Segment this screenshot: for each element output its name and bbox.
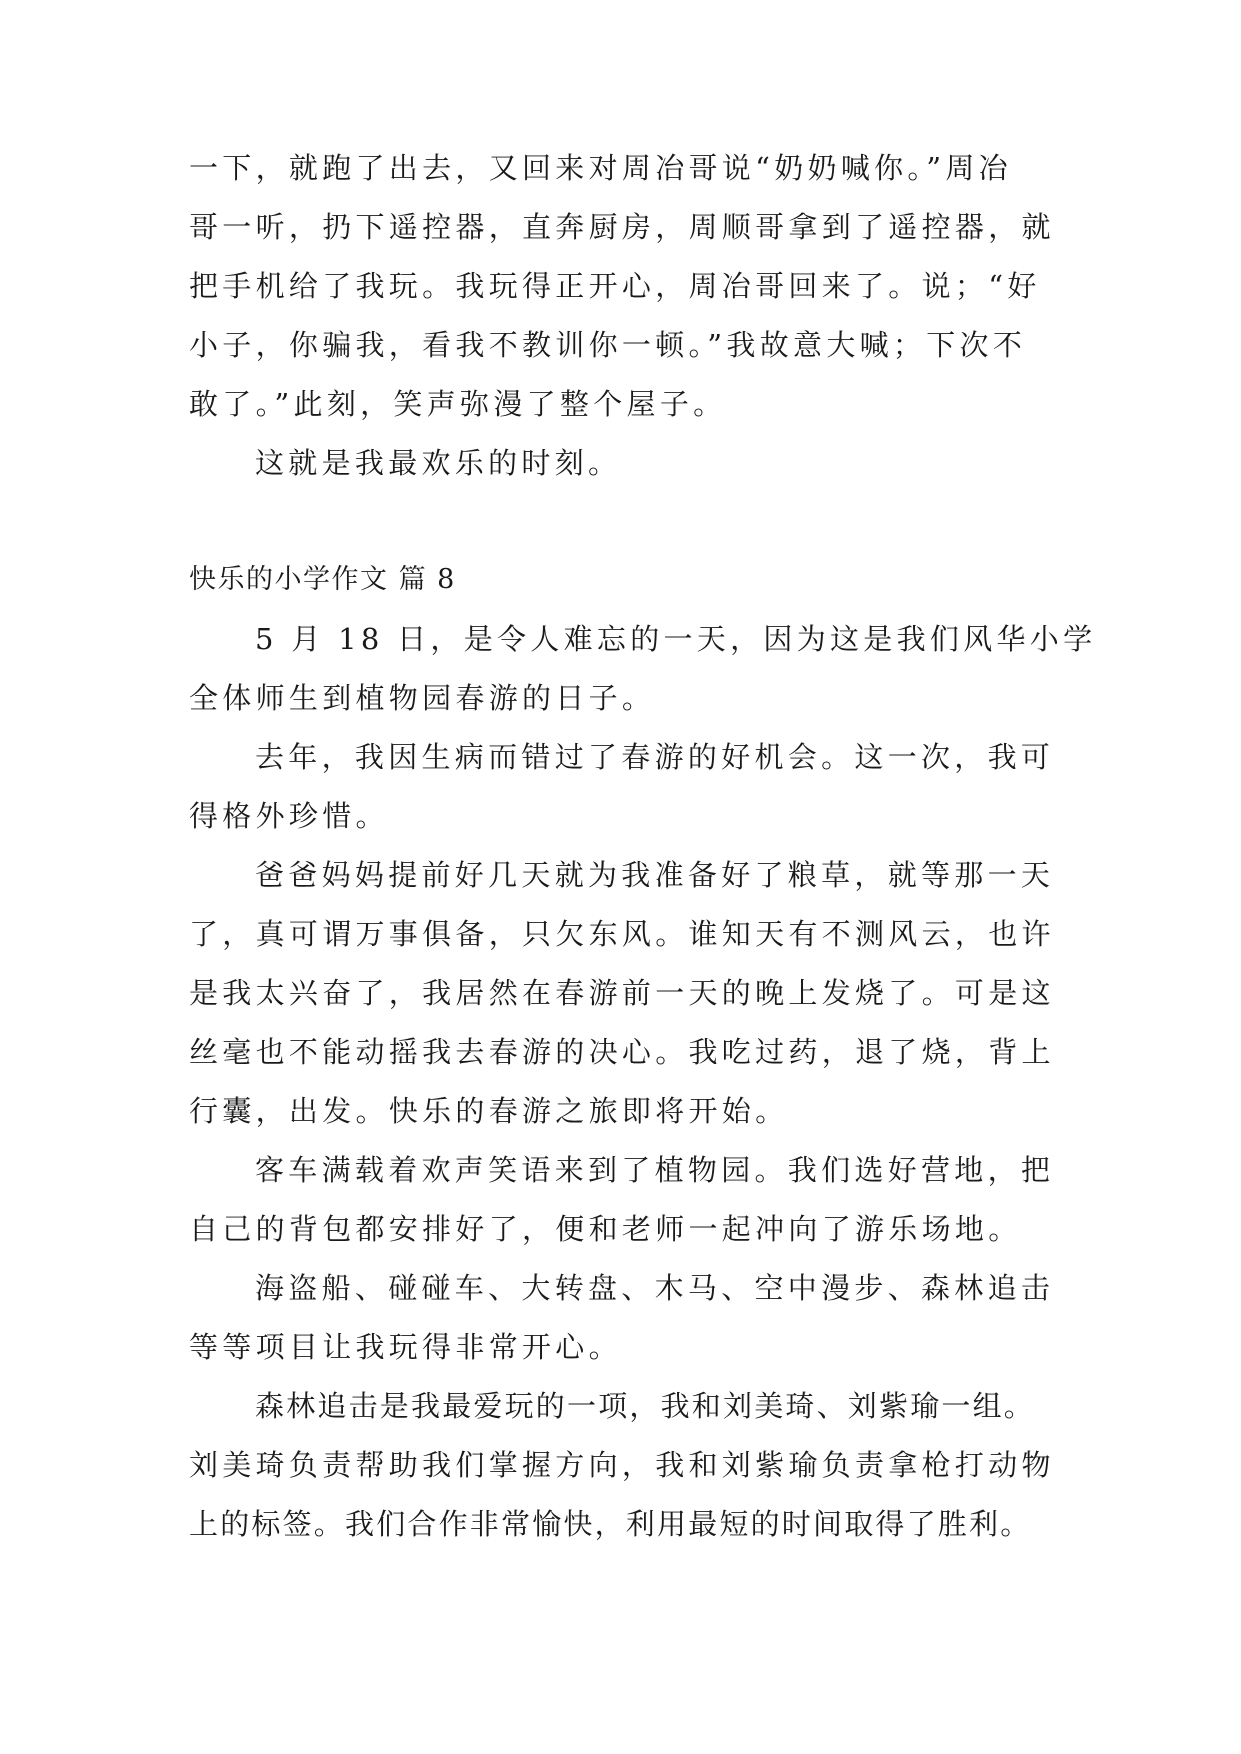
text-line: 客车满载着欢声笑语来到了植物园。我们选好营地，把 <box>255 1153 1055 1187</box>
text-line: 行囊，出发。快乐的春游之旅即将开始。 <box>189 1094 789 1128</box>
text-line: 爸爸妈妈提前好几天就为我准备好了粮草，就等那一天 <box>255 858 1055 892</box>
text-line: 刘美琦负责帮助我们掌握方向，我和刘紫瑜负责拿枪打动物 <box>189 1448 1055 1482</box>
text-line: 上的标签。我们合作非常愉快，利用最短的时间取得了胜利。 <box>189 1507 1032 1541</box>
paragraph-ending: 这就是我最欢乐的时刻。 <box>255 446 622 480</box>
text-line: 去年，我因生病而错过了春游的好机会。这一次，我可 <box>255 740 1055 774</box>
text-line: 哥一听，扔下遥控器，直奔厨房，周顺哥拿到了遥控器，就 <box>189 210 1055 244</box>
text-line: 全体师生到植物园春游的日子。 <box>189 681 656 715</box>
text-line: 自己的背包都安排好了，便和老师一起冲向了游乐场地。 <box>189 1212 1022 1246</box>
section-heading: 快乐的小学作文 篇 8 <box>189 564 456 595</box>
text-line: 是我太兴奋了，我居然在春游前一天的晚上发烧了。可是这 <box>189 976 1055 1010</box>
text-line: 得格外珍惜。 <box>189 799 389 833</box>
text-line: 丝毫也不能动摇我去春游的决心。我吃过药，退了烧，背上 <box>189 1035 1055 1069</box>
text-line: 森林追击是我最爱玩的一项，我和刘美琦、刘紫瑜一组。 <box>255 1389 1036 1423</box>
text-line: 海盗船、碰碰车、大转盘、木马、空中漫步、森林追击 <box>255 1271 1055 1305</box>
text-line: 5 月 18 日，是令人难忘的一天，因为这是我们风华小学 <box>255 622 1097 656</box>
text-line: 了，真可谓万事俱备，只欠东风。谁知天有不测风云，也许 <box>189 917 1055 951</box>
text-line: 敢了。”此刻，笑声弥漫了整个屋子。 <box>189 387 727 421</box>
text-line: 等等项目让我玩得非常开心。 <box>189 1330 622 1364</box>
text-line: 一下，就跑了出去，又回来对周冶哥说“奶奶喊你。”周冶 <box>189 151 1012 185</box>
text-line: 小子，你骗我，看我不教训你一顿。”我故意大喊；下次不 <box>189 328 1027 362</box>
text-line: 把手机给了我玩。我玩得正开心，周冶哥回来了。说；“好 <box>189 269 1041 303</box>
